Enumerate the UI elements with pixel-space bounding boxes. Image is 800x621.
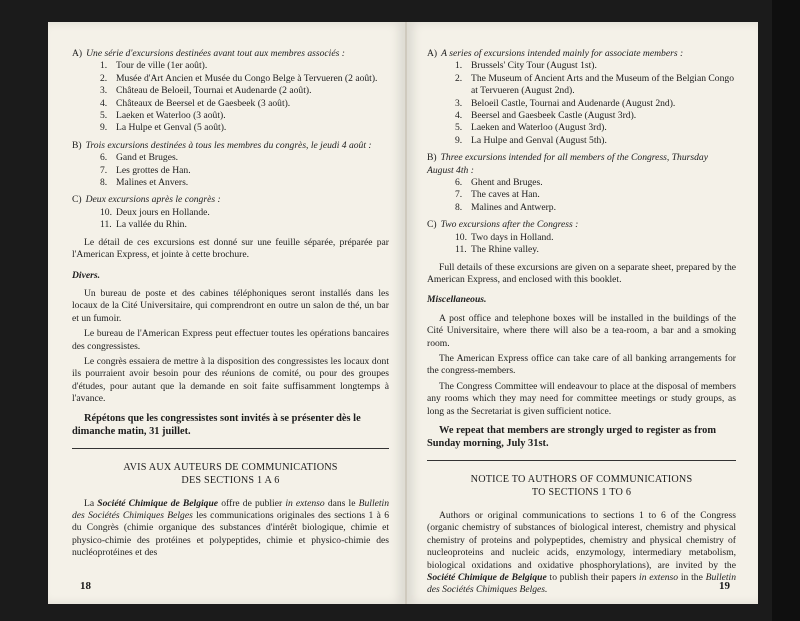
page-number: 18 (80, 580, 91, 592)
details-paragraph: Full details of these excursions are given on a separate sheet, prepared by the American Express, and enclosed with this booklet. (427, 261, 736, 285)
left-page-content (72, 48, 389, 563)
section-letter: C) (427, 219, 437, 231)
section-title: Trois excursions destinées à tous les membres du congrès, le jeudi 4 août : (85, 139, 372, 151)
details-paragraph: Le détail de ces excursions est donné sur une feuille séparée, préparée par l'American Express, et jointe à cette brochure. (72, 236, 389, 261)
register-reminder: We repeat that members are strongly urged to register as from Sunday morning, July 31st. (427, 424, 717, 449)
left-page (48, 22, 405, 604)
list-item: 3. Château de Beloeil, Tournai et Audenarde (2 août). (100, 85, 312, 97)
right-page-content (427, 48, 736, 600)
divider (427, 460, 736, 461)
divider (72, 448, 389, 449)
divers-heading: Divers. (72, 269, 100, 281)
notice-heading: NOTICE TO AUTHORS OF COMMUNICATIONS TO SECTIONS 1 TO 6 (470, 473, 693, 499)
list-item: 6. Ghent and Bruges. (455, 177, 543, 189)
excursion-list (427, 177, 736, 214)
page-number: 19 (719, 580, 730, 592)
list-item: 1. Tour de ville (1er août). (100, 60, 208, 72)
list-item: 11. The Rhine valley. (455, 244, 539, 256)
right-page (407, 22, 758, 604)
excursion-list (72, 207, 389, 232)
left-section-a (72, 48, 389, 135)
misc-heading: Miscellaneous. (427, 294, 487, 306)
list-item: 11. La vallée du Rhin. (100, 219, 187, 231)
left-section-b (72, 140, 389, 190)
list-item: 3. Beloeil Castle, Tournai and Audenarde (August 2nd). (455, 97, 676, 109)
left-section-c (72, 194, 389, 231)
misc-paragraph: The American Express office can take care of all banking arrangements for the congress-members. (427, 352, 736, 377)
section-letter: B) (427, 152, 437, 164)
list-item: 10. Deux jours en Hollande. (100, 206, 210, 218)
misc-paragraph: The Congress Committee will endeavour to place at the disposal of members any rooms which they may need for committee meetings or study groups, as long as the Secretariat is given sufficient notice. (427, 380, 736, 417)
list-item: 2. The Museum of Ancient Arts and the Museum of the Belgian Congo at Tervueren (August 2nd). (455, 72, 734, 97)
right-section-b (427, 152, 736, 214)
notice-paragraph: Authors or original communications to sections 1 to 6 of the Congress (organic chemistry of substances of biological interest, chemistry and physical chemistry of proteins and polypeptides, chemistry and physical chemistry of nucleoproteins and nucleic acids, enzymology, intermediary metabolism, biological oxidations and oxidative phosphorylations), are invited by the Société Chimique de Belgique to publish their papers in extenso in the Bulletin des Sociétés Chimiques Belges. (427, 509, 736, 596)
list-item: 2. Musée d'Art Ancien et Musée du Congo Belge à Tervueren (2 août). (100, 72, 378, 84)
list-item: 1. Brussels' City Tour (August 1st). (455, 60, 597, 72)
list-item: 6. Gand et Bruges. (100, 152, 179, 164)
section-letter: A) (72, 48, 83, 59)
section-letter: A) (427, 48, 438, 59)
list-item: 5. Laeken et Waterloo (3 août). (100, 110, 226, 122)
list-item: 4. Beersel and Gaesbeek Castle (August 3rd). (455, 110, 637, 122)
list-item: 5. Laeken and Waterloo (August 3rd). (455, 122, 607, 134)
divers-paragraph: Un bureau de poste et des cabines téléphoniques seront installés dans les locaux de la Cité Universitaire, qui comprendront en outre un salon de thé, un bar et un fumoir. (72, 287, 389, 324)
avis-paragraph: La Société Chimique de Belgique offre de publier in extenso dans le Bulletin des Sociétés Chimiques Belges les communications originales des sections 1 à 6 du Congrès (chimie organique des substances d'intérêt biologique, chimie et physico-chimie des protéines et polypeptides, chimie et physico-chimie des nucléoprotéines et des (72, 497, 389, 559)
list-item: 8. Malines et Anvers. (100, 177, 189, 189)
section-title: Deux excursions après le congrès : (85, 194, 221, 206)
section-letter: B) (72, 139, 82, 151)
list-item: 4. Châteaux de Beersel et de Gaesbeek (3 août). (100, 97, 291, 109)
misc-paragraph: A post office and telephone boxes will be installed in the buildings of the Cité Universitaire, where there will also be a tea-room, a bar and a smoking room. (427, 312, 736, 349)
excursion-list (427, 232, 736, 257)
section-title: Three excursions intended for all members of the Congress, Thursday August 4th : (427, 152, 708, 176)
divers-paragraph: Le congrès essaiera de mettre à la disposition des congressistes les locaux dont ils pourraient avoir besoin pour des réunions de comité, ou pour des groupes d'études, pour autant que la demande en soit faite suffisamment longtemps à l'avance. (72, 355, 389, 405)
list-item: 7. The caves at Han. (455, 189, 540, 201)
divers-paragraph: Le bureau de l'American Express peut effectuer toutes les opérations bancaires des congressistes. (72, 328, 389, 352)
section-title: Une série d'excursions destinées avant tout aux membres associés : (86, 48, 345, 59)
excursion-list (72, 60, 389, 134)
excursion-list (72, 152, 389, 189)
right-section-c (427, 219, 736, 256)
scan-edge (772, 0, 800, 621)
list-item: 10. Two days in Holland. (455, 231, 554, 243)
avis-heading: AVIS AUX AUTEURS DE COMMUNICATIONS DES SECTIONS 1 A 6 (123, 461, 338, 487)
register-reminder: Répétons que les congressistes sont invités à se présenter dès le dimanche matin, 31 juillet. (72, 412, 361, 437)
excursion-list (427, 60, 736, 147)
list-item: 9. La Hulpe and Genval (August 5th). (455, 134, 607, 146)
section-title: A series of excursions intended mainly for associate members : (441, 48, 684, 59)
right-section-a (427, 48, 736, 147)
section-title: Two excursions after the Congress : (440, 219, 579, 231)
list-item: 8. Malines and Antwerp. (455, 201, 556, 213)
section-letter: C) (72, 194, 82, 206)
list-item: 7. Les grottes de Han. (100, 164, 191, 176)
list-item: 9. La Hulpe et Genval (5 août). (100, 122, 227, 134)
